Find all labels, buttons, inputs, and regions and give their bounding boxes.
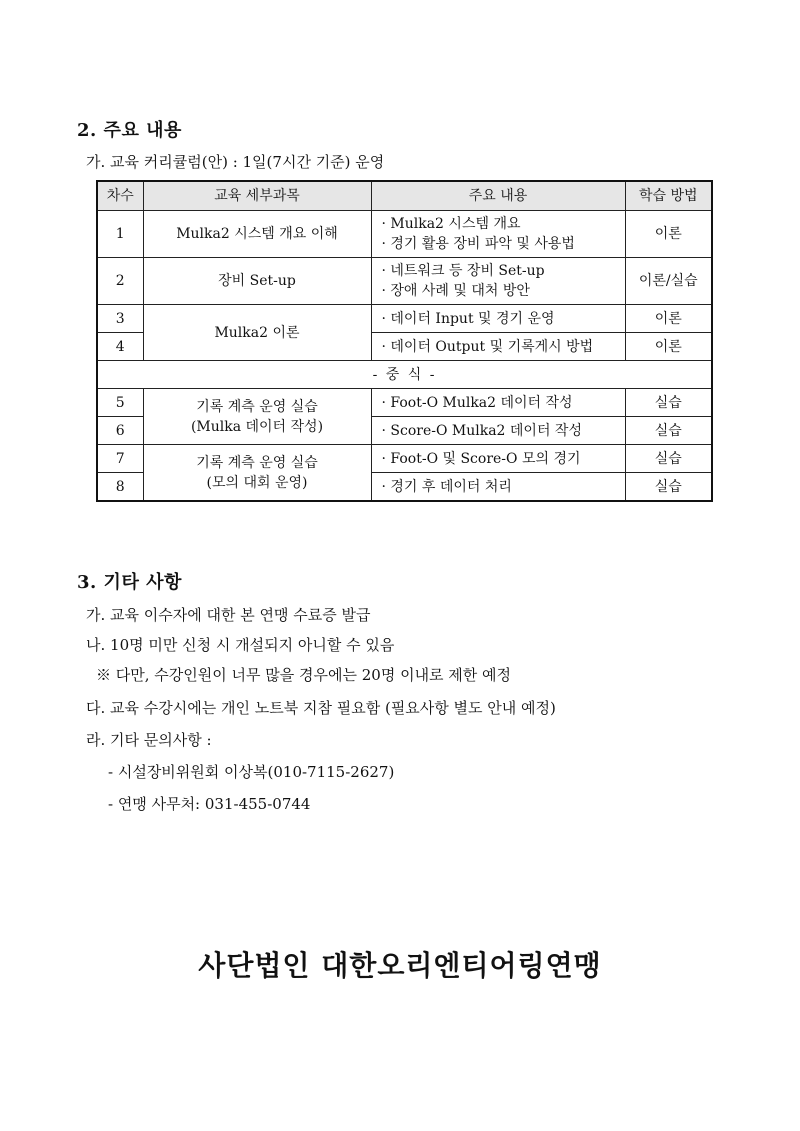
- subject-cell: Mulka2 시스템 개요 이해: [143, 211, 371, 258]
- table-row: [97, 211, 712, 258]
- session-no: 7: [97, 445, 143, 473]
- table-row: [97, 305, 712, 333]
- note-item: ※ 다만, 수강인원이 너무 많을 경우에는 20명 이내로 제한 예정: [96, 666, 512, 684]
- table-row: [97, 258, 712, 305]
- list-item: 가. 교육 이수자에 대한 본 연맹 수료증 발급: [86, 606, 371, 624]
- content-line: · 장애 사례 및 대처 방안: [381, 283, 530, 299]
- content-cell: · Foot-O Mulka2 데이터 작성: [371, 389, 625, 417]
- lunch-break-row: [97, 361, 712, 389]
- table-header-row: [97, 181, 712, 211]
- subject-cell: [143, 445, 371, 502]
- section-3-title: 3. 기타 사항: [77, 572, 182, 593]
- content-cell: · 데이터 Output 및 기록게시 방법: [371, 333, 625, 361]
- header-subject: 교육 세부과목: [143, 181, 371, 211]
- lunch-break-label: - 중 식 -: [97, 361, 712, 389]
- subject-cell: 장비 Set-up: [143, 258, 371, 305]
- list-item: 나. 10명 미만 신청 시 개설되지 아니할 수 있음: [86, 636, 395, 654]
- method-cell: 실습: [625, 445, 712, 473]
- header-content: 주요 내용: [371, 181, 625, 211]
- header-session: 차수: [97, 181, 143, 211]
- contact-item: - 시설장비위원회 이상복(010-7115-2627): [108, 763, 395, 781]
- content-cell: [371, 258, 625, 305]
- session-no: 3: [97, 305, 143, 333]
- list-item: 다. 교육 수강시에는 개인 노트북 지참 필요함 (필요사항 별도 안내 예정): [86, 699, 556, 717]
- method-cell: 실습: [625, 417, 712, 445]
- curriculum-table: [96, 180, 713, 502]
- session-no: 1: [97, 211, 143, 258]
- content-line: · 네트워크 등 장비 Set-up: [381, 263, 545, 279]
- subject-line: (Mulka 데이터 작성): [190, 418, 324, 435]
- table-row: [97, 389, 712, 417]
- subject-line: (모의 대회 운영): [206, 474, 308, 491]
- list-item: 라. 기타 문의사항 :: [86, 731, 212, 749]
- content-line: · 경기 활용 장비 파악 및 사용법: [381, 236, 575, 252]
- content-cell: [371, 211, 625, 258]
- table-row: [97, 445, 712, 473]
- session-no: 4: [97, 333, 143, 361]
- method-cell: 이론/실습: [625, 258, 712, 305]
- subject-cell: [143, 389, 371, 445]
- method-cell: 이론: [625, 305, 712, 333]
- session-no: 8: [97, 473, 143, 502]
- session-no: 2: [97, 258, 143, 305]
- subject-line: 기록 계측 운영 실습: [196, 454, 318, 471]
- curriculum-subtitle: 가. 교육 커리큘럼(안) : 1일(7시간 기준) 운영: [86, 153, 385, 171]
- subject-cell: Mulka2 이론: [143, 305, 371, 361]
- organization-name: 사단법인 대한오리엔티어링연맹: [198, 949, 602, 982]
- method-cell: 이론: [625, 211, 712, 258]
- content-cell: · 데이터 Input 및 경기 운영: [371, 305, 625, 333]
- content-line: · Mulka2 시스템 개요: [381, 216, 521, 232]
- header-method: 학습 방법: [625, 181, 712, 211]
- session-no: 5: [97, 389, 143, 417]
- contact-item: - 연맹 사무처: 031-455-0744: [108, 795, 311, 813]
- content-cell: · Score-O Mulka2 데이터 작성: [371, 417, 625, 445]
- subject-line: 기록 계측 운영 실습: [196, 398, 318, 415]
- method-cell: 이론: [625, 333, 712, 361]
- content-cell: · 경기 후 데이터 처리: [371, 473, 625, 502]
- method-cell: 실습: [625, 389, 712, 417]
- section-2-title: 2. 주요 내용: [77, 120, 182, 141]
- method-cell: 실습: [625, 473, 712, 502]
- content-cell: · Foot-O 및 Score-O 모의 경기: [371, 445, 625, 473]
- session-no: 6: [97, 417, 143, 445]
